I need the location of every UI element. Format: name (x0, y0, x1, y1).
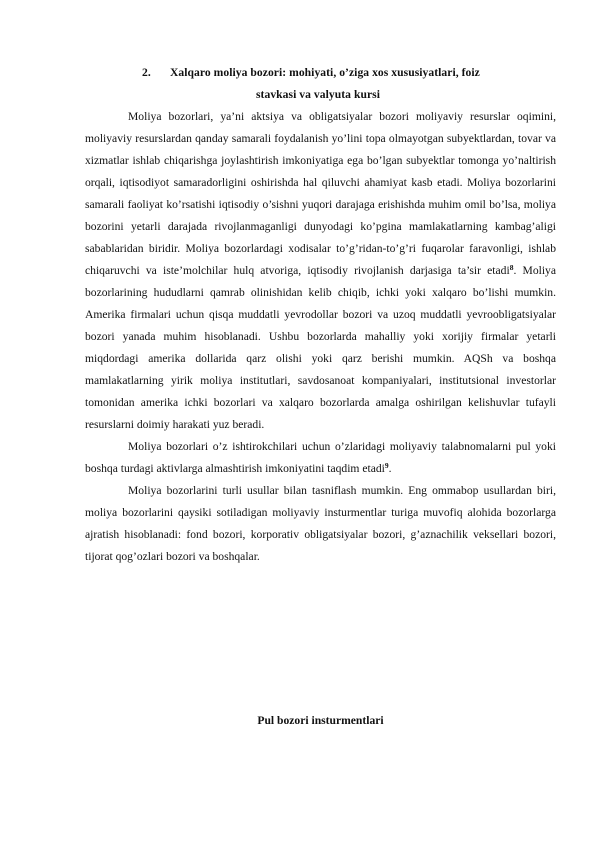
section-heading (80, 62, 556, 106)
section-title-line2: stavkasi va valyuta kursi (256, 88, 380, 101)
footnote-ref-9: 9 (384, 461, 389, 470)
footnote-ref-8: 8 (509, 263, 514, 272)
paragraph-2-text: Moliya bozorlari o’z ishtirokchilari uchun o’zlaridagi moliyaviy talabnomalarni pul yoki boshqa turdagi aktivlarga almashtirish imkoniyatini taqdim etadi (85, 440, 556, 475)
paragraph-2-text-after: . (388, 462, 392, 475)
section-title-line1: Xalqaro moliya bozori: mohiyati, o’ziga xos xususiyatlari, foiz (170, 66, 480, 79)
paragraph-1 (85, 106, 556, 436)
paragraph-1-text-after: . Moliya bozorlarining hududlarni qamrab olinishidan kelib chiqib, ichki yoki xalqaro bo’lishi mumkin. Amerika firmalari uchun qisqa muddatli yevrodollar bozori va uzoq muddatli yevroobligatsiyalar bozori yanada muhim hisoblanadi. Ushbu bozorlarda mahalliy yoki xorijiy firmalar yetarli miqdordagi amerika dollarida qarz olishi yoki qarz berishi mumkin. AQSh va boshqa mamlakatlarning yirik moliya institutlari, savdosanoat kompaniyalari, institutsional investorlar tomonidan amerika ichki bozorlari va xalqaro bozorlarda amalga oshirilgan kelishuvlar tufayli resurslarni doimiy harakati yuz beradi. (85, 264, 556, 431)
paragraph-2 (85, 436, 556, 480)
paragraph-3-text: Moliya bozorlarini turli usullar bilan tasniflash mumkin. Eng ommabop usullardan biri, moliya bozorlarini qaysiki sotiladigan moliyaviy insturmentlar turiga muvofiq alohida bozorlarga ajratish hisoblanadi: fond bozori, korporativ obligatsiyalar bozori, g’aznachilik veksellari bozori, tijorat qog’ozlari bozori va boshqalar. (85, 484, 556, 563)
section-number: 2. (142, 66, 151, 79)
subheading: Pul bozori insturmentlari (257, 714, 384, 727)
paragraph-3 (85, 480, 556, 568)
body-text (85, 106, 556, 568)
paragraph-1-text: Moliya bozorlari, ya’ni aktsiya va obligatsiyalar bozori moliyaviy resurslar oqimini, moliyaviy resurslardan qanday samarali foydalanish yo’lini topa olmayotgan subyektlardan, tovar va xizmatlar ishlab chiqarishga joylashtirish imkoniyatiga ega bo’lgan subyektlar tomonga yo’naltirish orqali, iqtisodiyot samaradorligini oshirishda hal qiluvchi ahamiyat kasb etadi. Moliya bozorlarini samarali faoliyat ko’rsatishi iqtisodiy o’sishni yuqori darajaga erishishda muhim omil bo’lsa, moliya bozorini yetarli darajada rivojlanmaganligi dunyodagi ko’pgina mamlakatlarning kambag’aligi sabablaridan biridir. Moliya bozorlardagi xodisalar to’g’ridan-to’g’ri fuqarolar faravonligi, ishlab chiqaruvchi va iste’molchilar hulq atvoriga, iqtisodiy rivojlanish darjasiga ta’sir etadi (85, 110, 556, 277)
